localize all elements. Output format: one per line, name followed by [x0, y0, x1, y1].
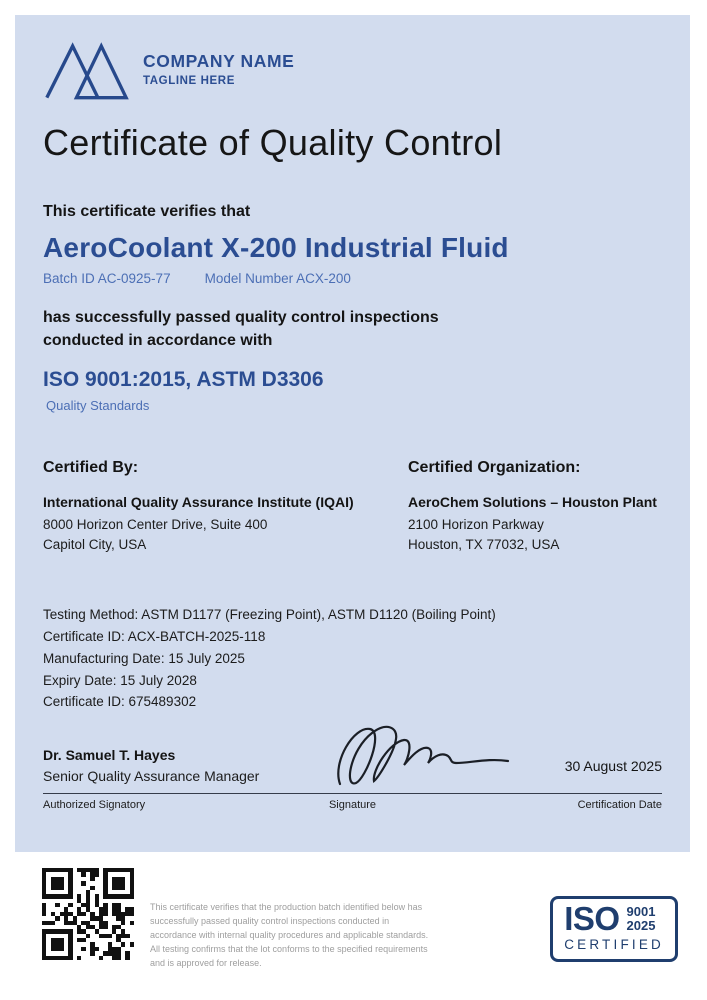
batch-id: Batch ID AC-0925-77	[43, 271, 171, 286]
signature-rule	[43, 793, 662, 794]
certification-columns	[43, 459, 662, 554]
certificate-panel	[15, 15, 690, 852]
brand-header	[43, 37, 662, 101]
certified-by-section	[43, 459, 408, 554]
organization-address-1: 2100 Horizon Parkway	[408, 517, 544, 532]
product-meta-row	[43, 271, 662, 286]
authorized-signatory-label: Authorized Signatory	[43, 799, 146, 811]
certification-date-value: 30 August 2025	[564, 758, 662, 774]
signature-label: Signature	[328, 799, 377, 811]
detail-expiry-date: Expiry Date: 15 July 2028	[43, 672, 197, 688]
brand-text-block	[143, 51, 294, 87]
detail-certificate-id: Certificate ID: ACX-BATCH-2025-118	[43, 628, 266, 644]
certificate-title: Certificate of Quality Control	[43, 122, 503, 163]
badge-top-row	[564, 900, 664, 938]
signatory-name: Dr. Samuel T. Hayes	[43, 747, 176, 763]
intro-text: This certificate verifies that	[43, 203, 251, 220]
certified-by-heading: Certified By:	[43, 459, 139, 476]
product-name: AeroCoolant X-200 Industrial Fluid	[43, 232, 509, 263]
organization-address-2: Houston, TX 77032, USA	[408, 536, 560, 552]
badge-standard-number: 9001	[626, 904, 656, 919]
signature-labels-row	[43, 799, 662, 811]
qr-code	[42, 868, 134, 960]
standards-caption: Quality Standards	[46, 398, 150, 413]
certifier-name: International Quality Assurance Institute (IQAI)	[43, 494, 354, 510]
company-name: COMPANY NAME	[143, 51, 295, 71]
detail-manufacturing-date: Manufacturing Date: 15 July 2025	[43, 650, 245, 666]
certified-org-heading: Certified Organization:	[408, 459, 581, 476]
badge-standard-stack	[627, 905, 656, 934]
iso-certified-badge	[550, 896, 678, 962]
mountains-logo-icon	[43, 37, 129, 101]
detail-testing-method: Testing Method: ASTM D1177 (Freezing Point), ASTM D1120 (Boiling Point)	[43, 607, 496, 622]
certification-date-label: Certification Date	[577, 799, 662, 811]
fine-print-text: This certificate verifies that the production batch identified below has successfully passed quality control inspections conducted in accordance with internal quality procedures and applicable standards. All testing confirms that the lot conforms to the specified requirements and is approved for release.	[150, 902, 429, 968]
company-tagline: TAGLINE HERE	[143, 75, 235, 87]
badge-iso-text: ISO	[564, 900, 620, 938]
organization-name: AeroChem Solutions – Houston Plant	[408, 494, 657, 510]
certifier-address-1: 8000 Horizon Center Drive, Suite 400	[43, 517, 268, 532]
badge-certified-text: CERTIFIED	[564, 936, 664, 952]
statement-line-2: conducted in accordance with	[43, 332, 273, 350]
signatory-role: Senior Quality Assurance Manager	[43, 768, 260, 784]
model-number: Model Number ACX-200	[204, 271, 351, 286]
certificate-details	[43, 604, 662, 713]
certified-org-section	[408, 459, 662, 554]
detail-certificate-number: Certificate ID: 675489302	[43, 694, 197, 710]
statement-line-1: has successfully passed quality control inspections	[43, 309, 439, 326]
statement-text	[43, 306, 662, 352]
standards-value: ISO 9001:2015, ASTM D3306	[43, 368, 324, 391]
badge-year: 2025	[626, 918, 656, 934]
certifier-address-2: Capitol City, USA	[43, 536, 147, 552]
